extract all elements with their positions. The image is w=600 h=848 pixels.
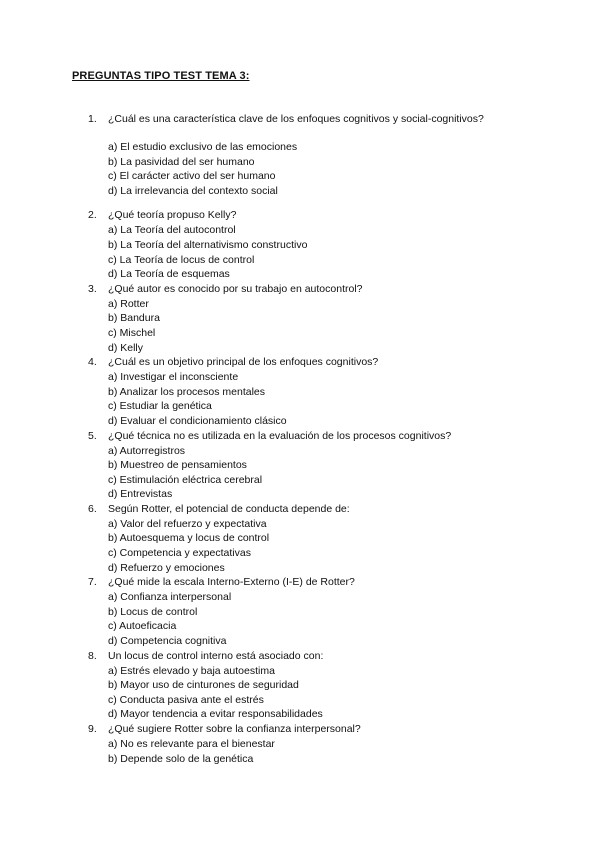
option-c: c) Competencia y expectativas [108, 547, 251, 560]
question-number: 3. [88, 282, 97, 295]
question-number: 8. [88, 649, 97, 662]
question-text: ¿Cuál es un objetivo principal de los enfoques cognitivos? [108, 356, 379, 369]
option-b: b) La pasividad del ser humano [108, 155, 255, 168]
option-a: a) Autorregistros [108, 444, 186, 457]
question-9 [0, 722, 600, 766]
question-number: 4. [88, 356, 97, 369]
option-d: d) Entrevistas [108, 488, 173, 501]
option-c: c) El carácter activo del ser humano [108, 170, 276, 183]
option-b: b) Autoesquema y locus de control [108, 532, 270, 545]
question-1 [0, 112, 600, 208]
option-b: b) Bandura [108, 312, 160, 325]
option-a: a) La Teoría del autocontrol [108, 224, 236, 237]
option-a: a) No es relevante para el bienestar [108, 738, 275, 750]
option-c: c) Conducta pasiva ante el estrés [108, 693, 264, 706]
question-text: ¿Qué autor es conocido por su trabajo en autocontrol? [108, 282, 363, 295]
question-text: Un locus de control interno está asociado con: [108, 649, 324, 662]
option-d: d) Mayor tendencia a evitar responsabilidades [108, 708, 323, 721]
question-number: 2. [88, 209, 97, 222]
question-number: 6. [88, 502, 97, 515]
option-a: a) El estudio exclusivo de las emociones [108, 141, 298, 153]
question-text: ¿Qué teoría propuso Kelly? [108, 209, 237, 222]
question-number: 9. [88, 723, 97, 735]
question-number: 5. [88, 429, 97, 442]
question-6 [0, 502, 600, 575]
option-a: a) Valor del refuerzo y expectativa [108, 517, 267, 530]
question-4 [0, 355, 600, 428]
question-5 [0, 429, 600, 502]
question-text: Según Rotter, el potencial de conducta depende de: [108, 502, 350, 515]
option-a: a) Investigar el inconsciente [108, 371, 239, 384]
option-d: d) Evaluar el condicionamiento clásico [108, 414, 287, 427]
option-b: b) Muestreo de pensamientos [108, 459, 247, 472]
option-b: b) La Teoría del alternativismo constructivo [108, 238, 308, 251]
option-c: c) La Teoría de locus de control [108, 253, 255, 266]
option-c: c) Autoeficacia [108, 620, 177, 633]
question-list [0, 112, 600, 766]
question-7 [0, 575, 600, 648]
question-text: ¿Qué sugiere Rotter sobre la confianza interpersonal? [108, 723, 361, 735]
option-c: c) Estudiar la genética [108, 400, 212, 413]
question-text: ¿Qué técnica no es utilizada en la evaluación de los procesos cognitivos? [108, 429, 452, 442]
option-d: d) Refuerzo y emociones [108, 561, 225, 574]
option-d: d) Competencia cognitiva [108, 635, 227, 648]
option-c: c) Mischel [108, 326, 156, 339]
option-c: c) Estimulación eléctrica cerebral [108, 473, 263, 486]
option-a: a) Rotter [108, 297, 149, 310]
option-d: d) Kelly [108, 341, 144, 354]
question-2 [0, 208, 600, 281]
question-number: 1. [88, 113, 97, 125]
question-number: 7. [88, 576, 97, 589]
question-text: ¿Cuál es una característica clave de los enfoques cognitivos y social-cognitivos? [108, 113, 484, 125]
option-a: a) Estrés elevado y baja autoestima [108, 664, 275, 677]
option-b: b) Mayor uso de cinturones de seguridad [108, 679, 299, 692]
option-b: b) Locus de control [108, 605, 198, 618]
option-b: b) Depende solo de la genética [108, 752, 254, 765]
question-3 [0, 282, 600, 355]
option-d: d) La Teoría de esquemas [108, 268, 230, 281]
option-a: a) Confianza interpersonal [108, 591, 232, 604]
question-text: ¿Qué mide la escala Interno-Externo (I-E) de Rotter? [108, 576, 355, 589]
option-d: d) La irrelevancia del contexto social [108, 184, 278, 197]
page-title: PREGUNTAS TIPO TEST TEMA 3: [72, 70, 250, 82]
question-8 [0, 649, 600, 722]
option-b: b) Analizar los procesos mentales [108, 385, 265, 398]
